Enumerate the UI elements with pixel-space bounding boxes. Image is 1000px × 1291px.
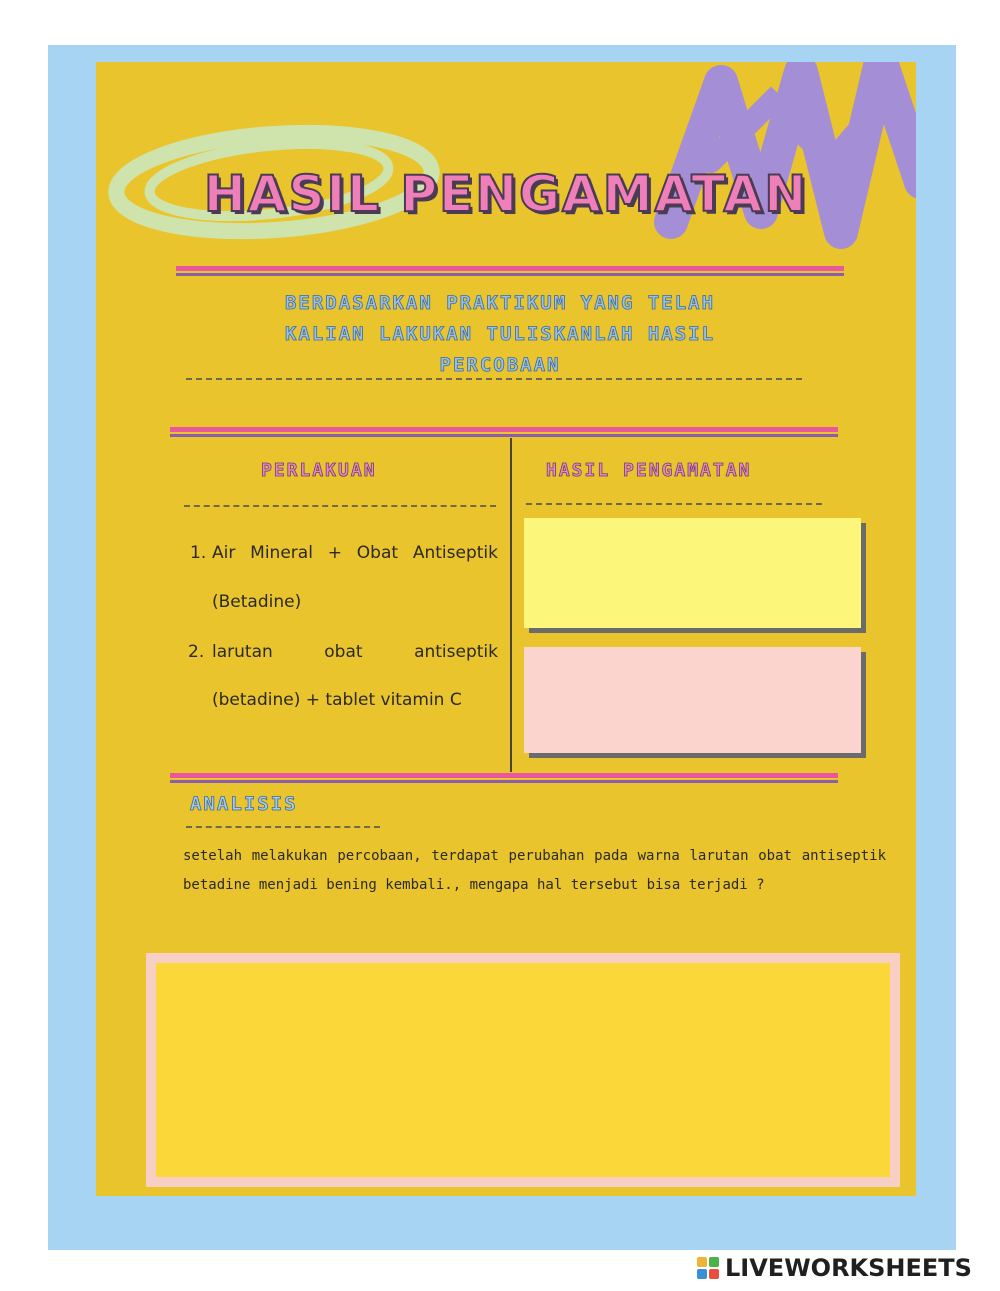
list-item-2-number: 2.	[188, 642, 205, 662]
list-item-1-line-2: (Betadine)	[212, 592, 302, 612]
liveworksheets-brand	[697, 1254, 972, 1282]
instruction-line-3: PERCOBAAN	[439, 354, 561, 376]
analysis-question: setelah melakukan percobaan, terdapat perubahan pada warna larutan obat antiseptik betadine menjadi bening kembali., mengapa hal tersebut bisa terjadi ?	[183, 848, 886, 893]
column-header-hasil-pengamatan: HASIL PENGAMATAN	[546, 460, 752, 481]
analysis-answer-box[interactable]	[146, 953, 900, 1187]
table-column-divider	[510, 438, 512, 772]
column-header-underline-1	[184, 505, 496, 507]
column-header-underline-2	[526, 503, 822, 505]
purple-scribble-decoration	[651, 62, 916, 262]
divider-rule-top	[176, 266, 844, 276]
orange-slice-decoration	[96, 1102, 138, 1196]
list-item-2-line-2: (betadine) + tablet vitamin C	[212, 690, 462, 710]
page-title: HASIL PENGAMATAN	[203, 165, 809, 223]
divider-rule-table-top	[170, 427, 838, 437]
instruction-text	[200, 288, 800, 381]
list-item-1-number: 1.	[190, 543, 207, 563]
instruction-underline	[186, 378, 802, 380]
observation-answer-box-2[interactable]	[524, 647, 861, 753]
divider-rule-table-bottom	[170, 773, 838, 783]
analysis-header-underline	[186, 826, 380, 828]
column-header-perlakuan: PERLAKUAN	[261, 460, 377, 481]
observation-answer-box-1[interactable]	[524, 518, 861, 628]
instruction-line-1: BERDASARKAN PRAKTIKUM YANG TELAH	[284, 292, 716, 314]
brand-name: LIVEWORKSHEETS	[725, 1254, 972, 1282]
list-item-2-line-1: larutan obat antiseptik	[212, 642, 498, 662]
instruction-line-2: KALIAN LAKUKAN TULISKANLAH HASIL	[284, 323, 716, 345]
liveworksheets-logo-icon	[697, 1257, 719, 1279]
analysis-header: ANALISIS	[190, 793, 298, 815]
list-item-1-line-1: Air Mineral + Obat Antiseptik	[212, 543, 498, 563]
